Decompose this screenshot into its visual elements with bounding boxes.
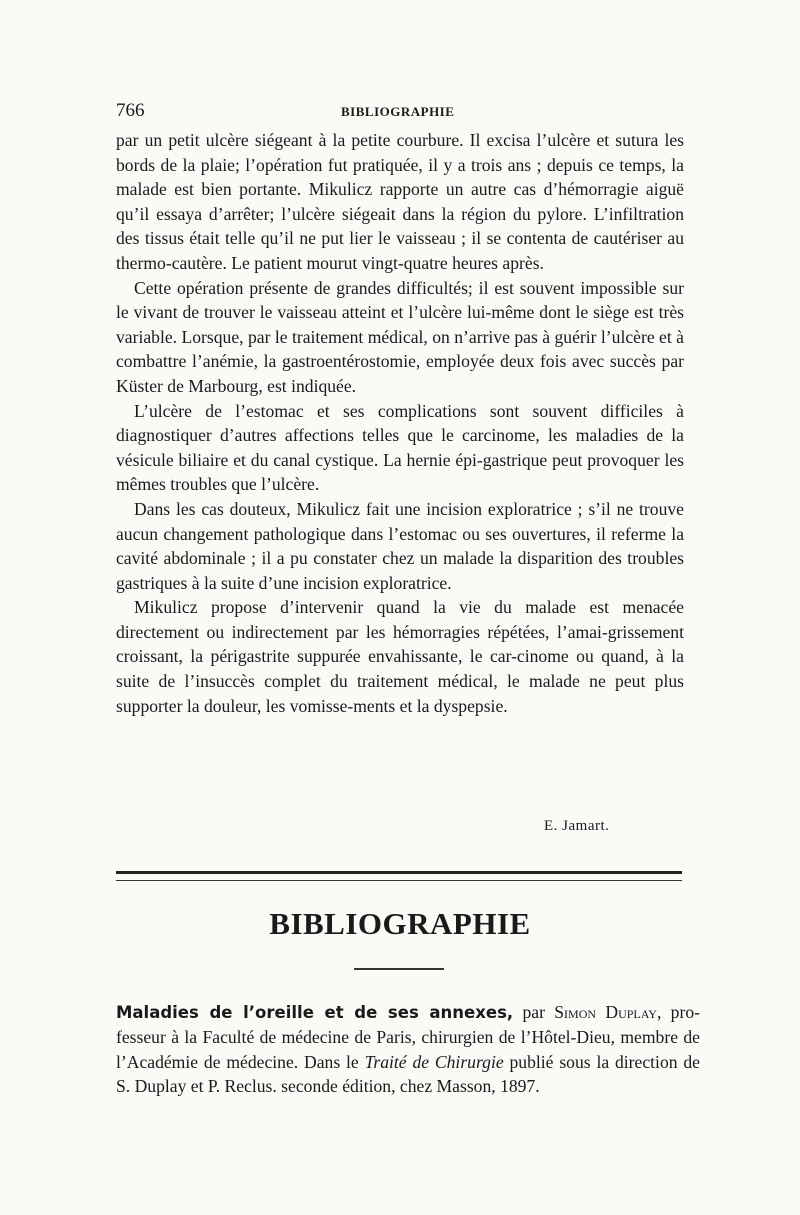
paragraph: L’ulcère de l’estomac et ses complications sont souvent difficiles à diagnostiquer d’autres affections telles que le carcinome, les maladies de la vésicule biliaire et du canal cystique. La hernie épi-gastrique peut provoquer les mêmes troubles que l’ulcère. bbox=[116, 400, 684, 495]
page-number: 766 bbox=[116, 100, 145, 121]
article-body bbox=[116, 128, 684, 718]
paragraph: Dans les cas douteux, Mikulicz fait une incision exploratrice ; s’il ne trouve aucun changement pathologique dans l’estomac ou ses ouvertures, il referme la cavité abdominale ; il a pu constater chez un malade la disparition des troubles gastriques à la suite d’une incision exploratrice. bbox=[116, 498, 684, 593]
entry-by: par bbox=[513, 1002, 555, 1022]
page-header bbox=[116, 100, 680, 124]
entry-text-2: publié sous la direction de S. Duplay et P. Reclus. seconde édition, chez Masson, 1897. bbox=[116, 1051, 700, 1097]
running-title: BIBLIOGRAPHIE bbox=[341, 104, 455, 119]
entry-author: Simon Duplay bbox=[554, 1002, 657, 1022]
entry-title: Maladies de l’oreille et de ses annexes, bbox=[116, 1003, 514, 1022]
title-underline bbox=[354, 968, 444, 970]
entry-work-title: Traité de Chirurgie bbox=[364, 1051, 504, 1072]
paragraph: par un petit ulcère siégeant à la petite courbure. Il excisa l’ulcère et sutura les bords de la plaie; l’opération fut pratiquée, il y a trois ans ; depuis ce temps, la malade est bien portante. Mikulicz rapporte un autre cas d’hémorragie aiguë qu’il essaya d’arrêter; l’ulcère siégeait dans la région du pylore. L’infiltration des tissus était telle qu’il ne put lier le vaisseau ; il se contenta de cautériser au thermo-cautère. Le patient mourut vingt-quatre heures après. bbox=[116, 130, 684, 273]
entry-text-1: , pro-fesseur à la Faculté de médecine de Paris, chirurgien de l’Hôtel-Dieu, membre de l’Académie de médecine. Dans le bbox=[116, 1002, 700, 1072]
paragraph: Cette opération présente de grandes difficultés; il est souvent impossible sur le vivant de trouver le vaisseau atteint et l’ulcère lui-même dont le siège est très variable. Lorsque, par le traitement médical, on n’arrive pas à guérir l’ulcère et à combattre l’anémie, la gastroentérostomie, employée deux fois avec succès par Küster de Marbourg, est indiquée. bbox=[116, 277, 684, 396]
section-divider-thin bbox=[116, 880, 682, 881]
section-divider-thick bbox=[116, 871, 682, 874]
section-title: BIBLIOGRAPHIE bbox=[269, 906, 531, 941]
paragraph: Mikulicz propose d’intervenir quand la vie du malade est menacée directement ou indirectement par les hémorragies répétées, l’amai-grissement croissant, la périgastrite suppurée envahissante, le car-cinome ou quand, à la suite de l’insuccès complet du traitement médical, le malade ne peut plus supporter la douleur, les vomisse-ments et la dyspepsie. bbox=[116, 597, 684, 716]
author-signature: E. Jamart. bbox=[544, 818, 610, 834]
bibliography-entry bbox=[116, 1000, 700, 1099]
